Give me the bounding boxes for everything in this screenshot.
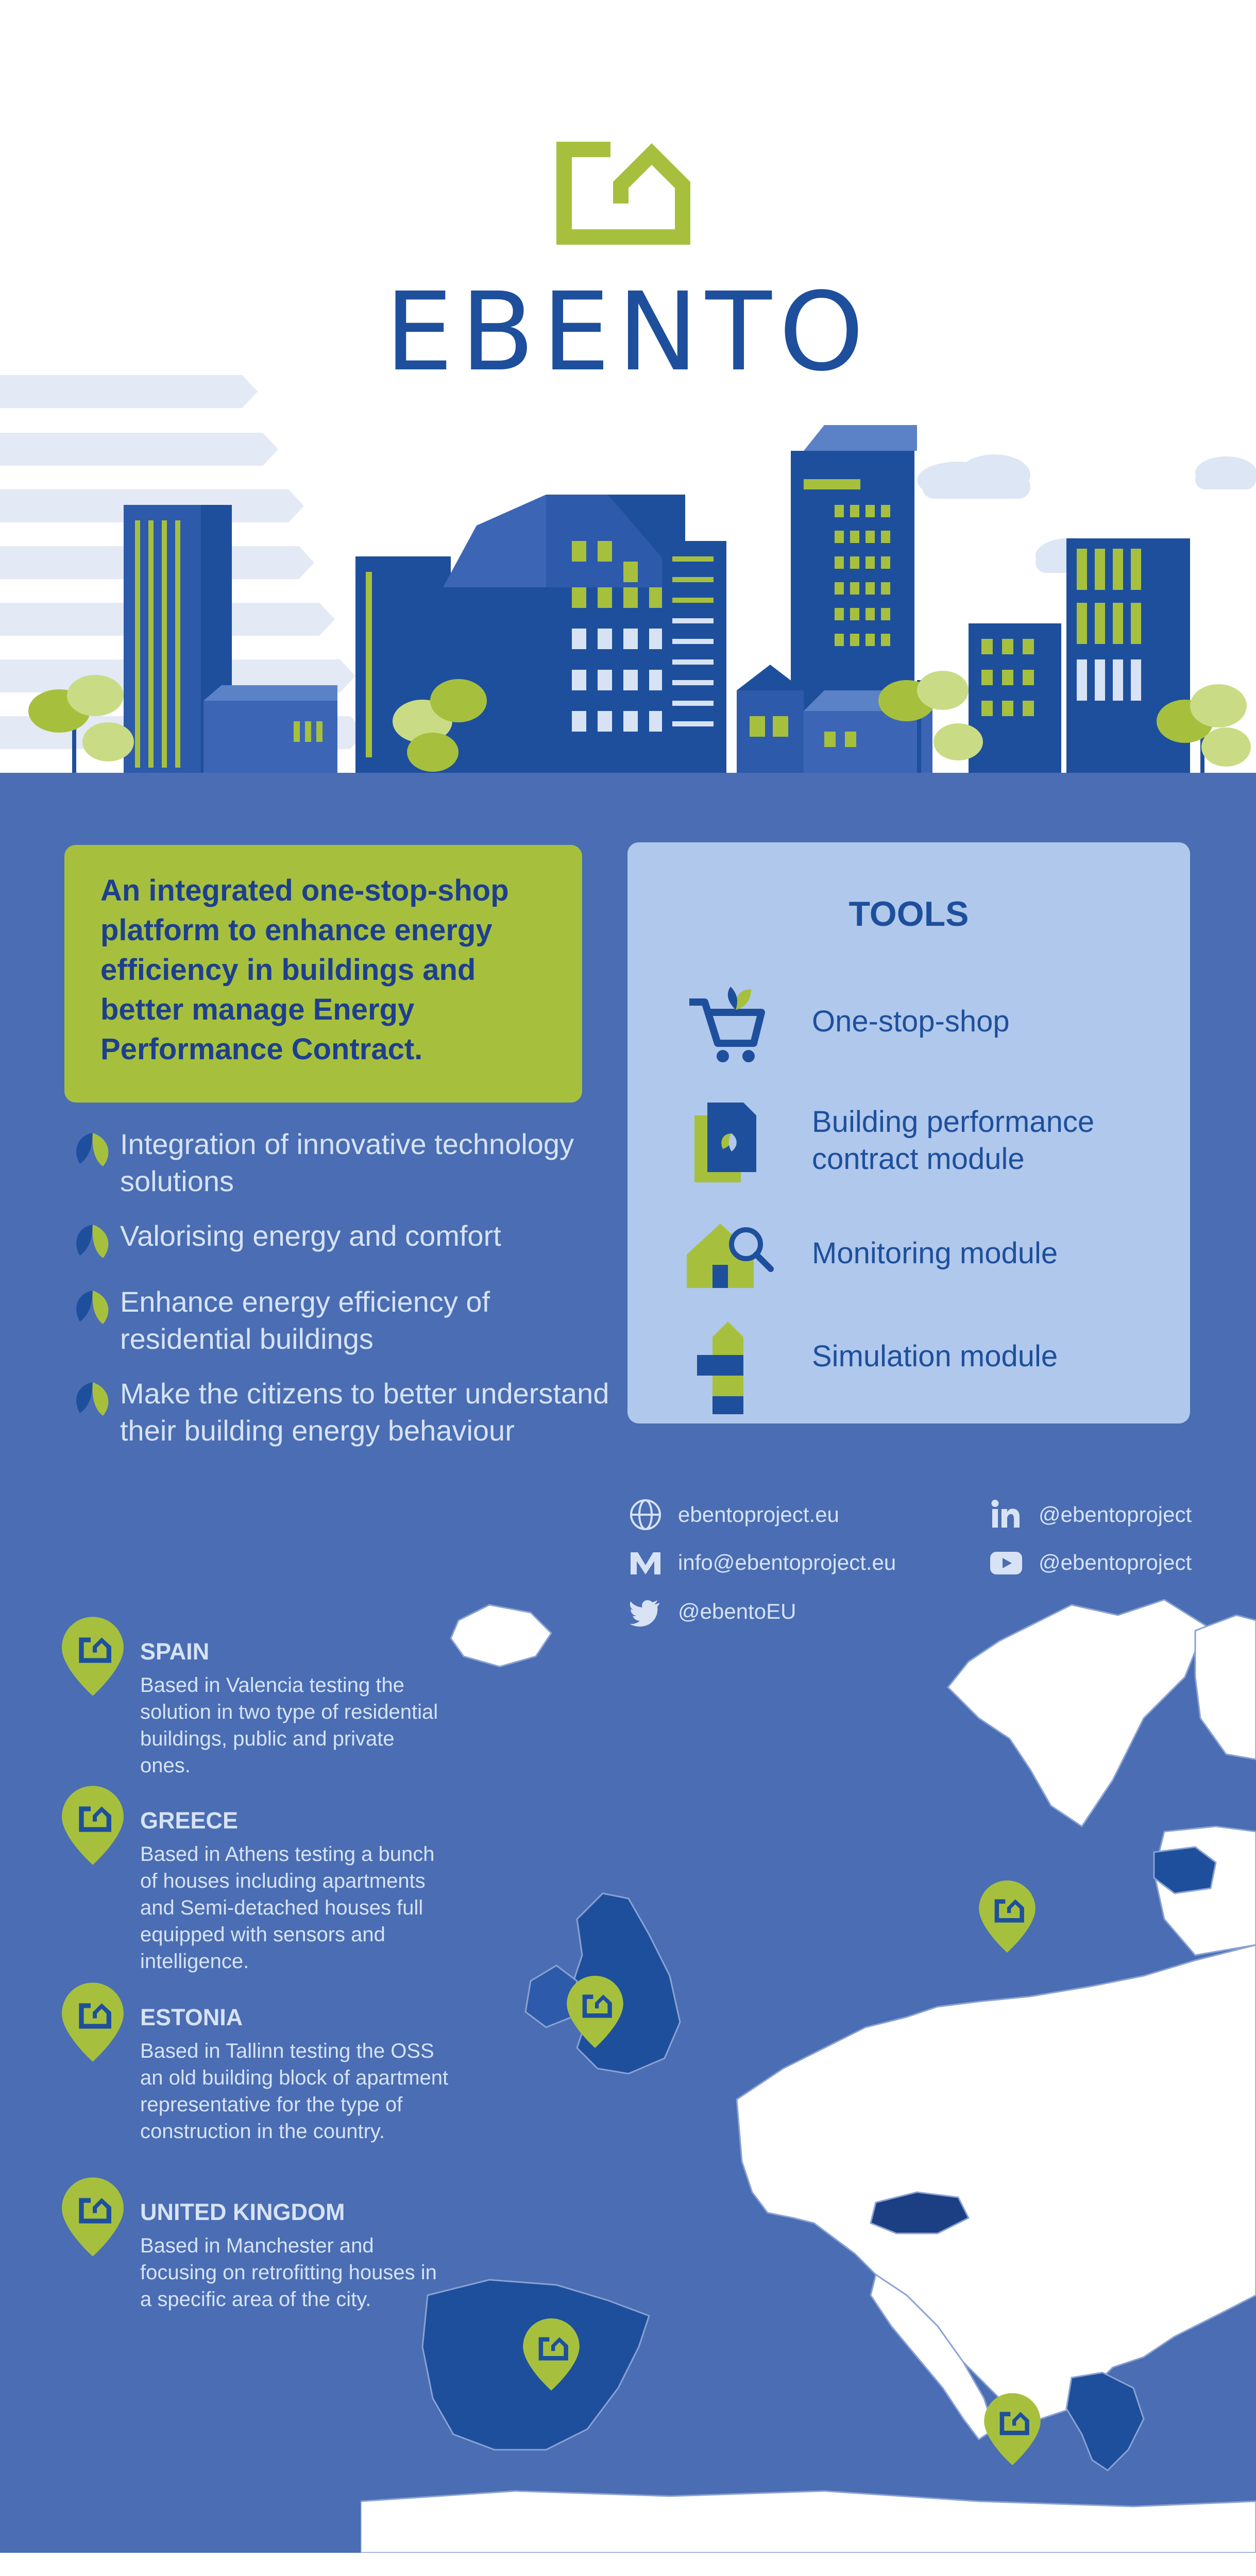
- mail-icon: [627, 1545, 664, 1581]
- map-pin-icon: [523, 2318, 580, 2391]
- tool-item-simulation: [627, 1316, 1190, 1419]
- europe-map: [361, 1584, 1256, 2553]
- tool-item-monitoring: [627, 1203, 1190, 1306]
- website-text: ebentoproject.eu: [678, 1502, 839, 1527]
- header: [0, 0, 1256, 788]
- site-name: UNITED KINGDOM: [140, 2199, 345, 2225]
- linkedin-link[interactable]: [988, 1497, 1192, 1533]
- bullet-text: Integration of innovative technology solutions: [120, 1128, 574, 1197]
- bullet-text: Make the citizens to better understand their building energy behaviour: [120, 1377, 609, 1447]
- cart-icon: [674, 971, 777, 1074]
- linkedin-icon: [988, 1497, 1024, 1533]
- list-item: [70, 1217, 610, 1266]
- leaf-bullet-icon: [70, 1128, 116, 1174]
- youtube-icon: [988, 1545, 1024, 1581]
- document-icon: [674, 1092, 777, 1195]
- leaf-bullet-icon: [70, 1285, 116, 1332]
- list-item: [70, 1375, 610, 1449]
- tool-item-one-stop-shop: [627, 971, 1190, 1074]
- youtube-link[interactable]: [988, 1545, 1192, 1581]
- twitter-text: @ebentoEU: [678, 1599, 796, 1623]
- site-description: Based in Athens testing a bunch of houses including apartments and Semi-detached houses full equipped with sensors and intelligence.: [140, 1843, 435, 1973]
- tool-item-building-performance: [627, 1092, 1190, 1195]
- ebento-logo-icon: [551, 137, 695, 250]
- brand-name: EBENTO: [384, 269, 872, 395]
- globe-icon: [627, 1497, 664, 1533]
- main-panel: [0, 786, 1256, 2553]
- leaf-bullet-icon: [70, 1219, 116, 1266]
- house-magnifier-icon: [674, 1203, 777, 1306]
- map-pin-icon: [567, 1976, 623, 2048]
- tool-label: Building performance contract module: [812, 1105, 1095, 1176]
- tools-title: TOOLS: [848, 894, 969, 934]
- site-description: Based in Tallinn testing the OSS an old building block of apartment representative for the type of construction in the country.: [140, 2040, 449, 2143]
- list-item: [70, 1126, 610, 1200]
- list-item: [70, 1283, 610, 1358]
- map-pin-icon: [62, 1615, 124, 1698]
- blocks-icon: [674, 1316, 777, 1419]
- map-pin-icon: [979, 1880, 1036, 1953]
- map-pin-icon: [984, 2393, 1041, 2465]
- youtube-text: @ebentoproject: [1039, 1550, 1192, 1574]
- benefits-list: [70, 1126, 610, 1467]
- tools-panel: [627, 842, 1190, 1423]
- footer-partners: [0, 2553, 1256, 2576]
- email-link[interactable]: [627, 1545, 896, 1581]
- email-text: info@ebentoproject.eu: [678, 1550, 896, 1574]
- bullet-text: Valorising energy and comfort: [120, 1219, 501, 1252]
- intro-box: [64, 845, 582, 1103]
- tool-label: One-stop-shop: [812, 1005, 1010, 1038]
- map-pin-icon: [62, 2176, 124, 2258]
- website-link[interactable]: [627, 1497, 839, 1533]
- leaf-bullet-icon: [70, 1377, 116, 1423]
- tool-label: Monitoring module: [812, 1236, 1058, 1270]
- tool-label: Simulation module: [812, 1340, 1058, 1373]
- intro-headline: An integrated one-stop-shop platform to enhance energy efficiency in buildings and better manage Energy Performance Contract.: [100, 874, 509, 1066]
- map-pin-icon: [62, 1981, 124, 2063]
- city-skyline-illustration: [0, 361, 1256, 788]
- site-name: GREECE: [140, 1807, 239, 1834]
- site-name: SPAIN: [140, 1638, 210, 1665]
- site-name: ESTONIA: [140, 2004, 243, 2030]
- map-pin-icon: [62, 1784, 124, 1867]
- site-description: Based in Manchester and focusing on retrofitting houses in a specific area of the city.: [140, 2234, 437, 2311]
- linkedin-text: @ebentoproject: [1039, 1502, 1192, 1527]
- bullet-text: Enhance energy efficiency of residential buildings: [120, 1285, 490, 1355]
- site-description: Based in Valencia testing the solution in two type of residential buildings, public and private ones.: [140, 1674, 438, 1777]
